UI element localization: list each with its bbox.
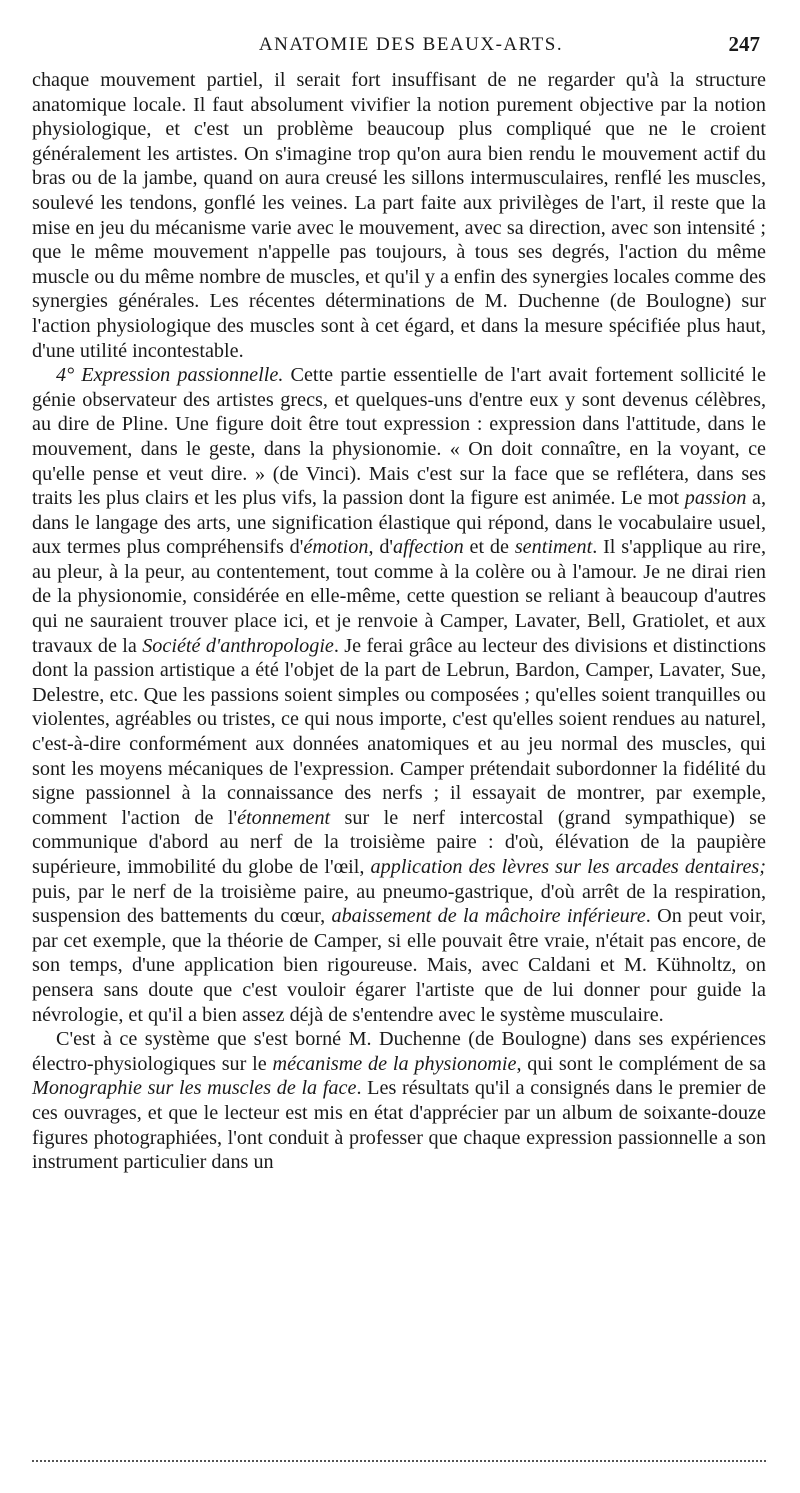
- italic-run: affection: [393, 536, 464, 559]
- page-header: [32, 30, 766, 64]
- body-text: [32, 68, 766, 1175]
- italic-run: émotion: [303, 536, 369, 559]
- book-page: [32, 30, 766, 1175]
- italic-run: application des lèvres sur les arcades dentaires;: [370, 856, 766, 878]
- paragraph-2: [32, 363, 766, 1027]
- italic-run: abaissement de la mâchoire inférieure: [331, 905, 646, 928]
- running-head: ANATOMIE DES BEAUX-ARTS.: [258, 34, 564, 55]
- text-run: C'est à ce système que s'est borné M. Duchenne (de Boulogne) dans ses expériences électro-physiologiques sur le: [32, 1028, 766, 1075]
- page-number: 247: [728, 32, 760, 56]
- text-run: Cette partie essentielle de l'art avait fortement sollicité le génie observateur des artistes grecs, et quelques-uns d'entre eux y sont devenus célèbres, au dire de Pline. Une figure doit être tout expression : expression dans l'attitude, dans le mouvement, dans le geste, dans la physionomie. « On doit connaître, en la voyant, ce qu'elle pense et veut dire. » (de Vinci). Mais c'est sur la face que se reflétera, dans ses traits les plus clairs et les plus vifs, la passion dont la figure est animée. Le mot: [32, 364, 766, 510]
- italic-run: Société d'anthropologie: [142, 634, 334, 657]
- italic-run: 4° Expression passionnelle.: [56, 364, 284, 387]
- italic-run: Monographie sur les muscles de la face: [32, 1077, 357, 1100]
- text-run: puis, par le nerf de la troisième paire, au pneumo-gastrique, d'où arrêt de la respiration, suspension des battements du cœur,: [32, 880, 766, 928]
- text-run: . Je ferai grâce au lecteur des divisions et distinctions dont la passion artistique a été l'objet de la part de Lebrun, Bardon, Camper, Lavater, Sue, Delestre, etc. Que les passions soient simples ou composées ; qu'elles soient tranquilles ou violentes, agréables ou tristes, ce qui nous importe, c'est qu'elles soient rendues au naturel, c'est-à-dire conformément aux données anatomiques et au jeu normal des muscles, qui sont les moyens mécaniques de l'expression. Camper prétendait subordonner la fidélité du signe passionnel à la connaissance des nerfs ; il essayait de montrer, par exemple, comment l'action de l': [32, 634, 766, 829]
- paragraph-3: [32, 1027, 766, 1175]
- text-run: . Il s'applique au rire, au pleur, à la peur, au contentement, tout comme à la colère ou à l'amour. Je ne dirai rien de la physionomie, considérée en elle-même, cette question se reliant à beaucoup d'autres qui ne sauraient trouver place ici, et je renvoie à Camper, Lavater, Bell, Gratiolet, et aux travaux de la: [32, 536, 767, 657]
- text-run: a, dans le langage des arts, une signification élastique qui répond, dans le vocabulaire usuel, aux termes plus compréhensifs d': [32, 487, 766, 559]
- text-run: chaque mouvement partiel, il serait fort insuffisant de ne regarder qu'à la structure anatomique locale. Il faut absolument vivifier la notion purement objective par la notion physiologique, et c'est un problème beaucoup plus compliqué que ne le croient généralement les artistes. On s'imagine trop qu'on aura bien rendu le mouvement actif du bras ou de la jambe, quand on aura creusé les sillons intermusculaires, renflé les muscles, soulevé les tendons, gonflé les veines. La part faite aux privilèges de l'art, il reste que la mise en jeu du mécanisme varie avec le mouvement, avec sa direction, avec son intensité ; que le même mouvement n'appelle pas toujours, à tous ses degrés, l'action du même muscle ou du même nombre de muscles, et qu'il y a enfin des synergies locales comme des synergies générales. Les récentes déterminations de M. Duchenne (de Boulogne) sur l'action physiologique des muscles sont à cet égard, et dans la mesure spécifiée plus haut, d'une utilité incontestable.: [32, 69, 766, 362]
- text-run: , qui sont le complément de sa: [516, 1052, 766, 1075]
- text-run: et de: [463, 536, 515, 559]
- paragraph-1: [32, 68, 766, 363]
- text-run: sur le nerf intercostal (grand sympathique) se communique d'abord au nerf de la troisième paire : d'où, élévation de la paupière supérieure, immobilité du globe de l'œil,: [32, 806, 766, 878]
- italic-run: étonnement: [237, 806, 331, 829]
- footer-rule: [32, 1460, 766, 1462]
- italic-run: passion: [684, 487, 747, 510]
- text-run: , d': [368, 536, 394, 559]
- italic-run: sentiment: [514, 536, 593, 559]
- text-run: . Les résultats qu'il a consignés dans le premier de ces ouvrages, et que le lecteur est mis en état d'apprécier par un album de soixante-douze figures photographiées, l'ont conduit à professer que chaque expression passionnelle a son instrument particulier dans un: [32, 1077, 766, 1174]
- italic-run: mécanisme de la physionomie: [272, 1052, 517, 1075]
- text-run: . On peut voir, par cet exemple, que la théorie de Camper, si elle pouvait être vraie, n'était pas encore, de son temps, d'une application bien rigoureuse. Mais, avec Caldani et M. Kühnoltz, on pensera sans doute que c'est vouloir égarer l'artiste que de lui donner pour guide la névrologie, et qu'il a bien assez déjà de s'entendre avec le système musculaire.: [32, 905, 767, 1026]
